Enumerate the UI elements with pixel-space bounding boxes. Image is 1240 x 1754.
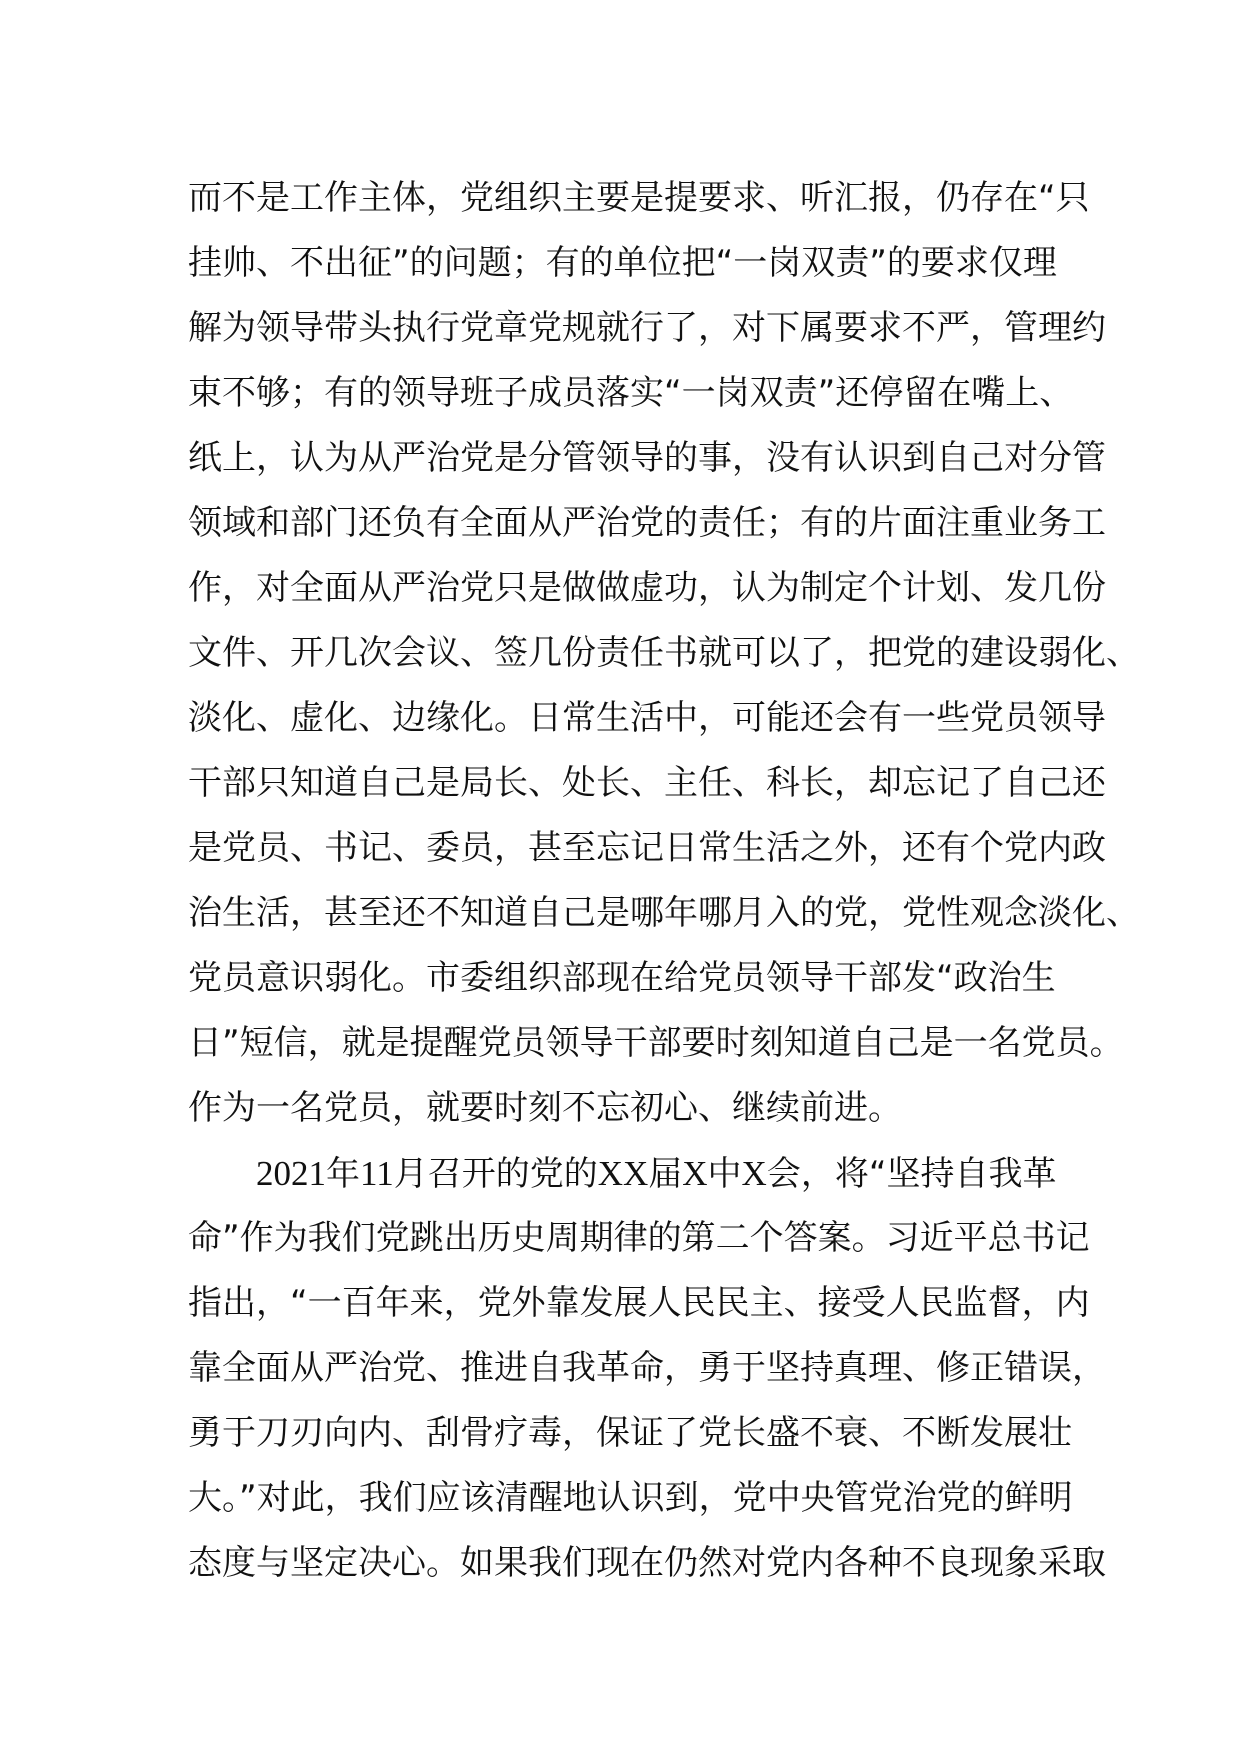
- plenum-b: X: [741, 1154, 767, 1193]
- text-line: 是党员、书记、委员，甚至忘记日常生活之外，还有个党内政: [188, 828, 1106, 868]
- text-line: 指出，“一百年来，党外靠发展人民民主、接受人民监督，内: [188, 1283, 1090, 1323]
- text-line: 党员意识弱化。市委组织部现在给党员领导干部发“政治生: [188, 958, 1056, 998]
- session-text: XX: [597, 1154, 649, 1193]
- plenum-mid: 中: [707, 1154, 742, 1194]
- text-line: 态度与坚定决心。如果我们现在仍然对党内各种不良现象采取: [188, 1543, 1106, 1583]
- text-line: 干部只知道自己是局长、处长、主任、科长，却忘记了自己还: [188, 763, 1106, 803]
- text-line: 大。”对此，我们应该清醒地认识到，党中央管党治党的鲜明: [188, 1478, 1073, 1518]
- text-line: 作为一名党员，就要时刻不忘初心、继续前进。: [188, 1088, 902, 1128]
- paragraph-first-line: [188, 1141, 1068, 1206]
- body-text: [188, 166, 1140, 1596]
- text-line: 挂帅、不出征”的问题；有的单位把“一岗双责”的要求仅理: [188, 243, 1057, 283]
- line-tail: 会，将“坚持自我革: [766, 1154, 1057, 1194]
- month-text: 11: [360, 1154, 394, 1193]
- text-line: 靠全面从严治党、推进自我革命，勇于坚持真理、修正错误，: [188, 1348, 1106, 1388]
- text-line: 纸上，认为从严治党是分管领导的事，没有认识到自己对分管: [188, 438, 1106, 478]
- text-line: 束不够；有的领导班子成员落实“一岗双责”还停留在嘴上、: [188, 373, 1074, 413]
- year-text: 2021: [256, 1154, 326, 1193]
- month-suffix: 月召开的党的: [393, 1154, 598, 1194]
- text-line: 命”作为我们党跳出历史周期律的第二个答案。习近平总书记: [188, 1218, 1090, 1258]
- session-suffix: 届: [648, 1154, 683, 1194]
- year-suffix: 年: [326, 1154, 360, 1194]
- text-line: 而不是工作主体，党组织主要是提要求、听汇报，仍存在“只: [188, 178, 1090, 218]
- plenum-a: X: [682, 1154, 708, 1193]
- text-line: 勇于刀刃向内、刮骨疗毒，保证了党长盛不衰、不断发展壮: [188, 1413, 1072, 1453]
- text-line: 作，对全面从严治党只是做做虚功，认为制定个计划、发几份: [188, 568, 1106, 608]
- text-line: 日”短信，就是提醒党员领导干部要时刻知道自己是一名党员。: [188, 1023, 1124, 1063]
- text-line: 治生活，甚至还不知道自己是哪年哪月入的党，党性观念淡化、: [188, 893, 1140, 933]
- text-line: 领域和部门还负有全面从严治党的责任；有的片面注重业务工: [188, 503, 1106, 543]
- text-line: 淡化、虚化、边缘化。日常生活中，可能还会有一些党员领导: [188, 698, 1106, 738]
- text-line: 文件、开几次会议、签几份责任书就可以了，把党的建设弱化、: [188, 633, 1140, 673]
- text-line: 解为领导带头执行党章党规就行了，对下属要求不严，管理约: [188, 308, 1106, 348]
